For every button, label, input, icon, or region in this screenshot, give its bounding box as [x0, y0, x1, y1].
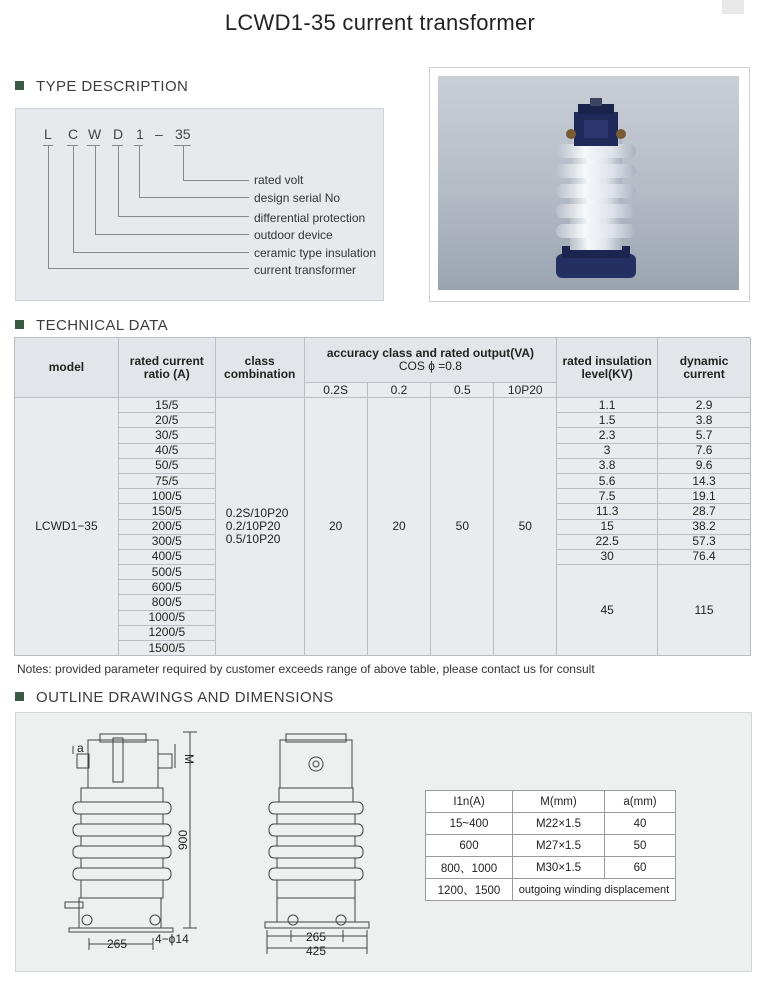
- insulation-cell: 1.1: [557, 398, 658, 413]
- header-accuracy-col: 0.5: [431, 383, 494, 398]
- leader-line: [73, 252, 249, 253]
- dims-cell: 800、1000: [426, 857, 513, 879]
- code-letter: W: [88, 126, 102, 142]
- header-cos: COS ϕ =0.8: [398, 359, 462, 373]
- ratio-cell: 1200/5: [118, 625, 215, 640]
- section-marker-icon: [15, 320, 24, 329]
- ratio-cell: 15/5: [118, 398, 215, 413]
- code-label: design serial No: [254, 191, 341, 205]
- ratio-cell: 300/5: [118, 534, 215, 549]
- section-title: TECHNICAL DATA: [36, 317, 169, 334]
- dynamic-cell: 28.7: [658, 504, 751, 519]
- class-combination-cell: [215, 398, 304, 656]
- ratio-cell: 30/5: [118, 428, 215, 443]
- dim-label-900: 900: [176, 829, 190, 850]
- insulation-cell: 11.3: [557, 504, 658, 519]
- code-letter: 35: [175, 126, 191, 142]
- dims-cell: outgoing winding displacement: [513, 879, 676, 901]
- code-letter: –: [155, 126, 163, 142]
- dims-cell: 600: [426, 835, 513, 857]
- dims-header: I1n(A): [426, 791, 513, 813]
- header-dynamic: dynamic current: [658, 338, 751, 398]
- code-letter: C: [68, 126, 79, 142]
- ratio-cell: 200/5: [118, 519, 215, 534]
- ratio-cell: 75/5: [118, 473, 215, 488]
- insulation-cell: 22.5: [557, 534, 658, 549]
- leader-line: [48, 145, 49, 268]
- section-title: TYPE DESCRIPTION: [36, 78, 189, 95]
- dims-cell: M27×1.5: [513, 835, 605, 857]
- code-label: outdoor device: [254, 228, 333, 242]
- code-letter: 1: [136, 126, 144, 142]
- output-cell: 20: [304, 398, 367, 656]
- product-photo: [438, 76, 739, 290]
- ratio-cell: 150/5: [118, 504, 215, 519]
- dynamic-cell: 3.8: [658, 413, 751, 428]
- dims-cell: M22×1.5: [513, 813, 605, 835]
- class-combination-item: 0.5/10P20: [225, 532, 281, 547]
- ratio-cell: 1000/5: [118, 610, 215, 625]
- header-accuracy-col: 10P20: [494, 383, 557, 398]
- section-technical-data: [15, 317, 168, 334]
- leader-line: [118, 145, 119, 216]
- dim-label-425: 425: [306, 944, 327, 958]
- output-cell: 50: [431, 398, 494, 656]
- output-cell: 20: [367, 398, 431, 656]
- dim-label-holes: 4−ϕ14: [155, 932, 189, 946]
- dynamic-cell: 19.1: [658, 489, 751, 504]
- ratio-cell: 600/5: [118, 580, 215, 595]
- model-cell: LCWD1−35: [15, 398, 119, 656]
- dim-label-265: 265: [306, 930, 327, 944]
- page-title: LCWD1-35 current transformer: [224, 10, 536, 35]
- technical-data-table: [14, 337, 751, 656]
- header-insulation: rated insulation level(KV): [557, 338, 658, 398]
- ratio-cell: 20/5: [118, 413, 215, 428]
- code-letter: D: [113, 126, 124, 142]
- leader-line: [139, 197, 249, 198]
- dims-header: M(mm): [513, 791, 605, 813]
- dynamic-cell: 9.6: [658, 458, 751, 473]
- dims-header: a(mm): [605, 791, 676, 813]
- section-marker-icon: [15, 692, 24, 701]
- insulation-cell: 3: [557, 443, 658, 458]
- notes-text: Notes: provided parameter required by customer exceeds range of above table, please contact us for consult: [17, 662, 595, 676]
- code-label: differential protection: [254, 211, 366, 225]
- header-model: model: [15, 338, 119, 398]
- header-ratio: rated current ratio (A): [118, 338, 215, 398]
- code-label: rated volt: [254, 173, 304, 187]
- dims-cell: 60: [605, 857, 676, 879]
- insulation-cell: 7.5: [557, 489, 658, 504]
- dim-label-a: a: [77, 741, 84, 755]
- code-label: ceramic type insulation: [254, 246, 377, 260]
- dims-cell: 40: [605, 813, 676, 835]
- side-view-drawing: [265, 734, 369, 954]
- insulation-cell: 3.8: [557, 458, 658, 473]
- leader-line: [118, 216, 249, 217]
- insulation-cell: 30: [557, 549, 658, 564]
- insulation-cell: 45: [557, 565, 658, 656]
- ratio-cell: 500/5: [118, 565, 215, 580]
- ratio-cell: 50/5: [118, 458, 215, 473]
- dynamic-cell: 38.2: [658, 519, 751, 534]
- corner-mark: [722, 0, 744, 14]
- leader-line: [95, 234, 249, 235]
- header-accuracy-col: 0.2: [367, 383, 431, 398]
- dynamic-cell: 115: [658, 565, 751, 656]
- insulation-cell: 5.6: [557, 473, 658, 488]
- leader-line: [183, 180, 249, 181]
- header-accuracy-col: 0.2S: [304, 383, 367, 398]
- ratio-cell: 1500/5: [118, 641, 215, 656]
- dynamic-cell: 2.9: [658, 398, 751, 413]
- class-combination-item: 0.2/10P20: [225, 519, 281, 534]
- header-accuracy-title: accuracy class and rated output(VA): [326, 346, 535, 360]
- section-outline: [15, 689, 334, 706]
- leader-line: [95, 145, 96, 234]
- section-title: OUTLINE DRAWINGS AND DIMENSIONS: [36, 689, 334, 706]
- leader-line: [183, 145, 184, 180]
- leader-line: [48, 268, 249, 269]
- dim-label-m: M: [182, 754, 196, 764]
- ratio-cell: 400/5: [118, 549, 215, 564]
- section-marker-icon: [15, 81, 24, 90]
- dim-label-265: 265: [107, 937, 128, 951]
- header-class: class combination: [215, 338, 304, 398]
- dynamic-cell: 14.3: [658, 473, 751, 488]
- insulation-cell: 1.5: [557, 413, 658, 428]
- output-cell: 50: [494, 398, 557, 656]
- leader-line: [139, 145, 140, 197]
- dims-cell: M30×1.5: [513, 857, 605, 879]
- ratio-cell: 40/5: [118, 443, 215, 458]
- ratio-cell: 100/5: [118, 489, 215, 504]
- code-underline: [87, 145, 100, 146]
- class-combination-item: 0.2S/10P20: [225, 506, 289, 521]
- code-label: current transformer: [254, 263, 357, 277]
- dims-cell: 50: [605, 835, 676, 857]
- dynamic-cell: 5.7: [658, 428, 751, 443]
- dynamic-cell: 57.3: [658, 534, 751, 549]
- insulation-cell: 15: [557, 519, 658, 534]
- dynamic-cell: 76.4: [658, 549, 751, 564]
- insulation-cell: 2.3: [557, 428, 658, 443]
- header-accuracy: [304, 338, 557, 383]
- section-type-description: [15, 78, 188, 95]
- dynamic-cell: 7.6: [658, 443, 751, 458]
- ratio-cell: 800/5: [118, 595, 215, 610]
- dimensions-table: [425, 790, 676, 901]
- leader-line: [73, 145, 74, 252]
- code-letter: L: [44, 126, 52, 142]
- dims-cell: 1200、1500: [426, 879, 513, 901]
- dims-cell: 15~400: [426, 813, 513, 835]
